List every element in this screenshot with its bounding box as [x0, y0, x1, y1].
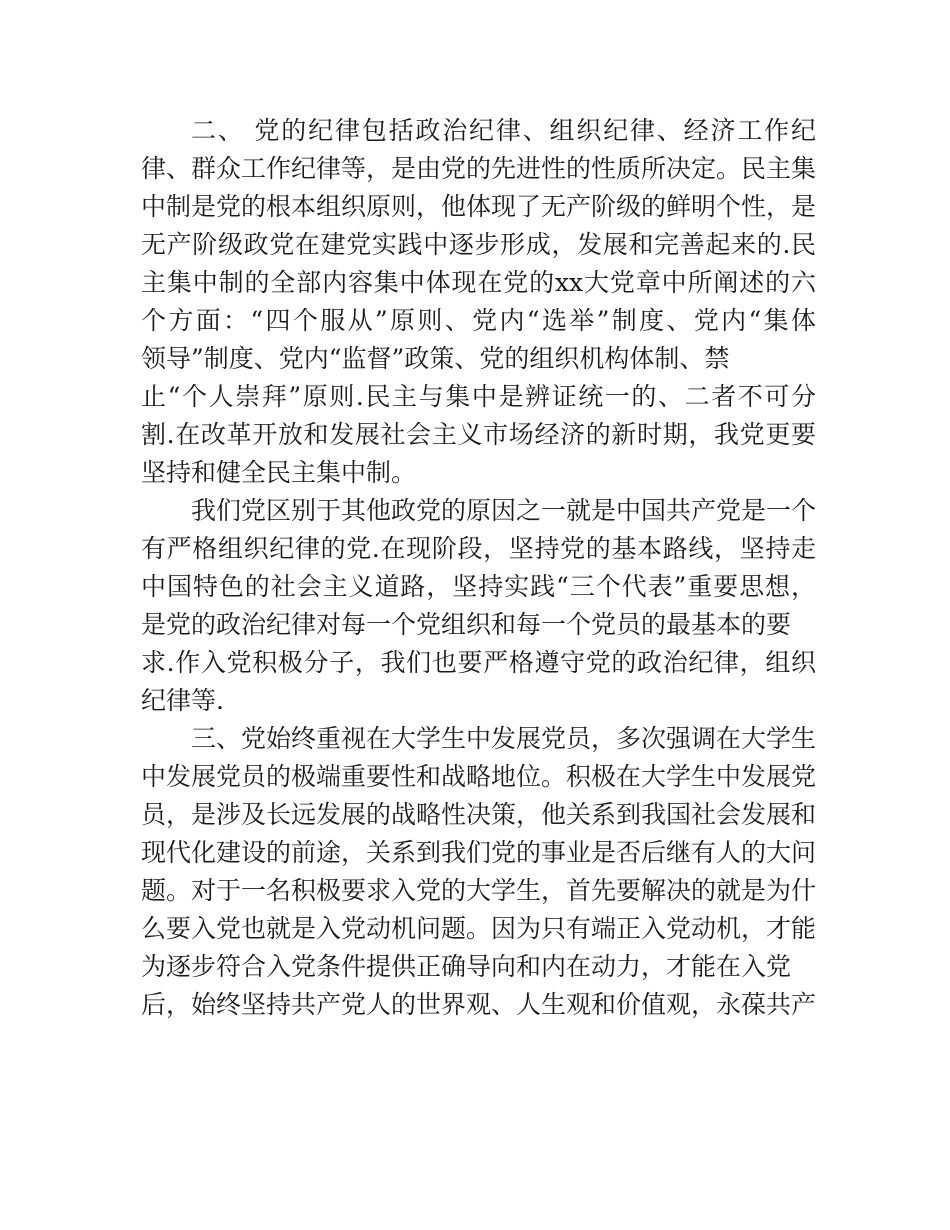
paragraph-line: 后，始终坚持共产党人的世界观、人生观和价值观，永葆共产	[141, 990, 816, 1019]
paragraph-line: 割.在改革开放和发展社会主义市场经济的新时期，我党更要	[141, 420, 816, 449]
paragraph-line: 我们党区别于其他政党的原因之一就是中国共产党是一个	[191, 496, 816, 525]
paragraph-line: 中国特色的社会主义道路，坚持实践“三个代表”重要思想，	[141, 572, 816, 601]
body-text	[141, 112, 816, 1024]
paragraph-line: 中发展党员的极端重要性和战略地位。积极在大学生中发展党	[141, 762, 816, 791]
paragraph-line: 主集中制的全部内容集中体现在党的xx大党章中所阐述的六	[141, 268, 816, 297]
paragraph-line: 二、 党的纪律包括政治纪律、组织纪律、经济工作纪	[191, 116, 816, 145]
paragraph-line: 中制是党的根本组织原则，他体现了无产阶级的鲜明个性，是	[141, 192, 816, 221]
paragraph-organization-discipline	[141, 492, 816, 720]
paragraph-line: 个方面：“四个服从”原则、党内“选举”制度、党内“集体	[141, 306, 816, 335]
paragraph-party-discipline	[141, 112, 816, 492]
paragraph-line: 有严格组织纪律的党.在现阶段，坚持党的基本路线，坚持走	[141, 534, 816, 563]
paragraph-line: 员，是涉及长远发展的战略性决策，他关系到我国社会发展和	[141, 800, 816, 829]
paragraph-line: 么要入党也就是入党动机问题。因为只有端正入党动机，才能	[141, 914, 816, 943]
paragraph-line: 题。对于一名积极要求入党的大学生，首先要解决的就是为什	[141, 876, 816, 905]
paragraph-line: 无产阶级政党在建党实践中逐步形成，发展和完善起来的.民	[141, 230, 816, 259]
paragraph-student-members	[141, 720, 816, 1024]
paragraph-line: 求.作入党积极分子，我们也要严格遵守党的政治纪律，组织	[141, 648, 816, 677]
paragraph-line: 领导”制度、党内“监督”政策、党的组织机构体制、禁	[141, 344, 730, 373]
paragraph-line: 止“个人崇拜”原则.民主与集中是辨证统一的、二者不可分	[141, 382, 816, 411]
paragraph-line: 律、群众工作纪律等，是由党的先进性的性质所决定。民主集	[141, 154, 816, 183]
paragraph-line: 纪律等.	[141, 686, 224, 715]
paragraph-line: 现代化建设的前途，关系到我们党的事业是否后继有人的大问	[141, 838, 816, 867]
paragraph-line: 坚持和健全民主集中制。	[141, 458, 417, 487]
paragraph-line: 是党的政治纪律对每一个党组织和每一个党员的最基本的要	[141, 610, 792, 639]
paragraph-line: 三、党始终重视在大学生中发展党员，多次强调在大学生	[191, 724, 816, 753]
paragraph-line: 为逐步符合入党条件提供正确导向和内在动力，才能在入党	[141, 952, 792, 981]
